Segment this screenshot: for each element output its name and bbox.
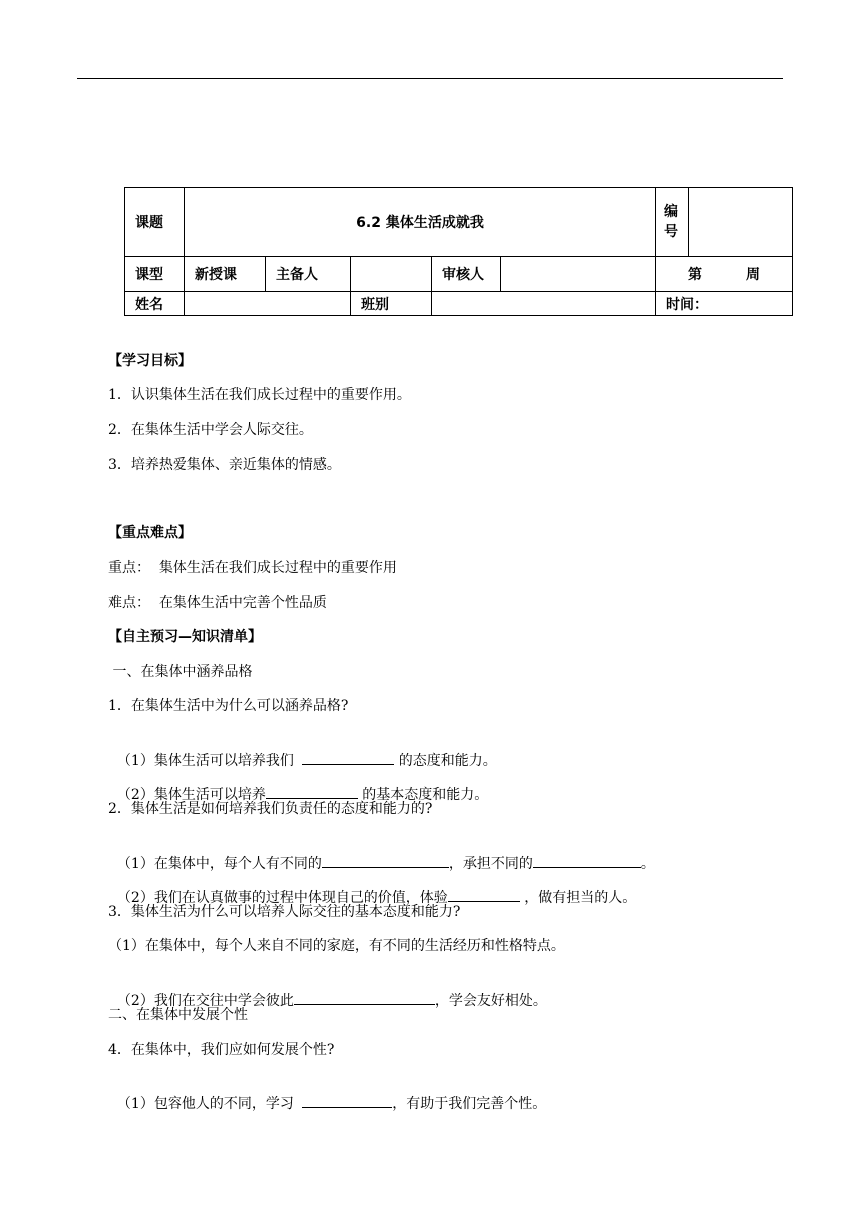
part-two-heading: 二、在集体中发展个性 — [108, 1007, 248, 1023]
type-value: 新授课 — [185, 257, 266, 292]
objective-item: 1．认识集体生活在我们成长过程中的重要作用。 — [108, 387, 411, 403]
preview-heading: 【自主预习—知识清单】 — [108, 629, 262, 645]
fill-blank[interactable] — [294, 990, 435, 1005]
difficult-point: 难点： 在集体生活中完善个性品质 — [108, 595, 327, 611]
code-value[interactable] — [689, 188, 793, 257]
objective-item: 2．在集体生活中学会人际交往。 — [108, 422, 313, 438]
week-suffix: 周 — [746, 267, 761, 283]
lesson-info-table — [124, 187, 793, 316]
question-4-1: （1）包容他人的不同，学习 ，有助于我们完善个性。 — [108, 1075, 546, 1113]
name-label: 姓名 — [125, 292, 185, 316]
question-1-2: （2）集体生活可以培养 的基本态度和能力。 — [108, 766, 488, 804]
objective-item: 3．培养热爱集体、亲近集体的情感。 — [108, 457, 341, 473]
objectives-heading: 【学习目标】 — [108, 353, 192, 369]
week-cell — [656, 257, 793, 292]
reviewer-value[interactable] — [501, 257, 656, 292]
header-rule — [77, 78, 783, 79]
part-one-heading: 一、在集体中涵养品格 — [108, 664, 253, 680]
question-1: 1．在集体生活中为什么可以涵养品格? — [108, 698, 349, 714]
question-4: 4．在集体中，我们应如何发展个性? — [108, 1042, 335, 1058]
time-label: 时间： — [656, 292, 793, 316]
fill-blank[interactable] — [266, 784, 358, 799]
author-label: 主备人 — [266, 257, 351, 292]
class-label: 班别 — [351, 292, 432, 316]
author-value[interactable] — [351, 257, 432, 292]
reviewer-label: 审核人 — [432, 257, 501, 292]
topic-label: 课题 — [125, 188, 185, 257]
type-label: 课型 — [125, 257, 185, 292]
fill-blank[interactable] — [322, 853, 449, 868]
question-2-1: （1）在集体中，每个人有不同的 ，承担不同的 。 — [108, 835, 655, 873]
key-point: 重点： 集体生活在我们成长过程中的重要作用 — [108, 560, 397, 576]
fill-blank[interactable] — [448, 887, 520, 902]
question-2-2: （2）我们在认真做事的过程中体现自己的价值，体验 ，做有担当的人。 — [108, 869, 636, 907]
week-prefix: 第 — [688, 267, 703, 283]
fill-blank[interactable] — [302, 750, 394, 765]
lesson-title: 6.2 集体生活成就我 — [185, 188, 656, 257]
question-3: 3．集体生活为什么可以培养人际交往的基本态度和能力? — [108, 904, 461, 920]
key-points-heading: 【重点难点】 — [108, 525, 192, 541]
class-value[interactable] — [432, 292, 656, 316]
question-2: 2．集体生活是如何培养我们负责任的态度和能力的? — [108, 801, 433, 817]
code-label: 编号 — [664, 204, 679, 240]
question-1-1: （1）集体生活可以培养我们 的态度和能力。 — [108, 732, 497, 770]
fill-blank[interactable] — [533, 853, 641, 868]
question-3-1: （1）在集体中，每个人来自不同的家庭，有不同的生活经历和性格特点。 — [108, 938, 565, 954]
name-value[interactable] — [185, 292, 351, 316]
question-3-2: （2）我们在交往中学会彼此 ，学会友好相处。 — [108, 972, 547, 1010]
fill-blank[interactable] — [302, 1093, 392, 1108]
